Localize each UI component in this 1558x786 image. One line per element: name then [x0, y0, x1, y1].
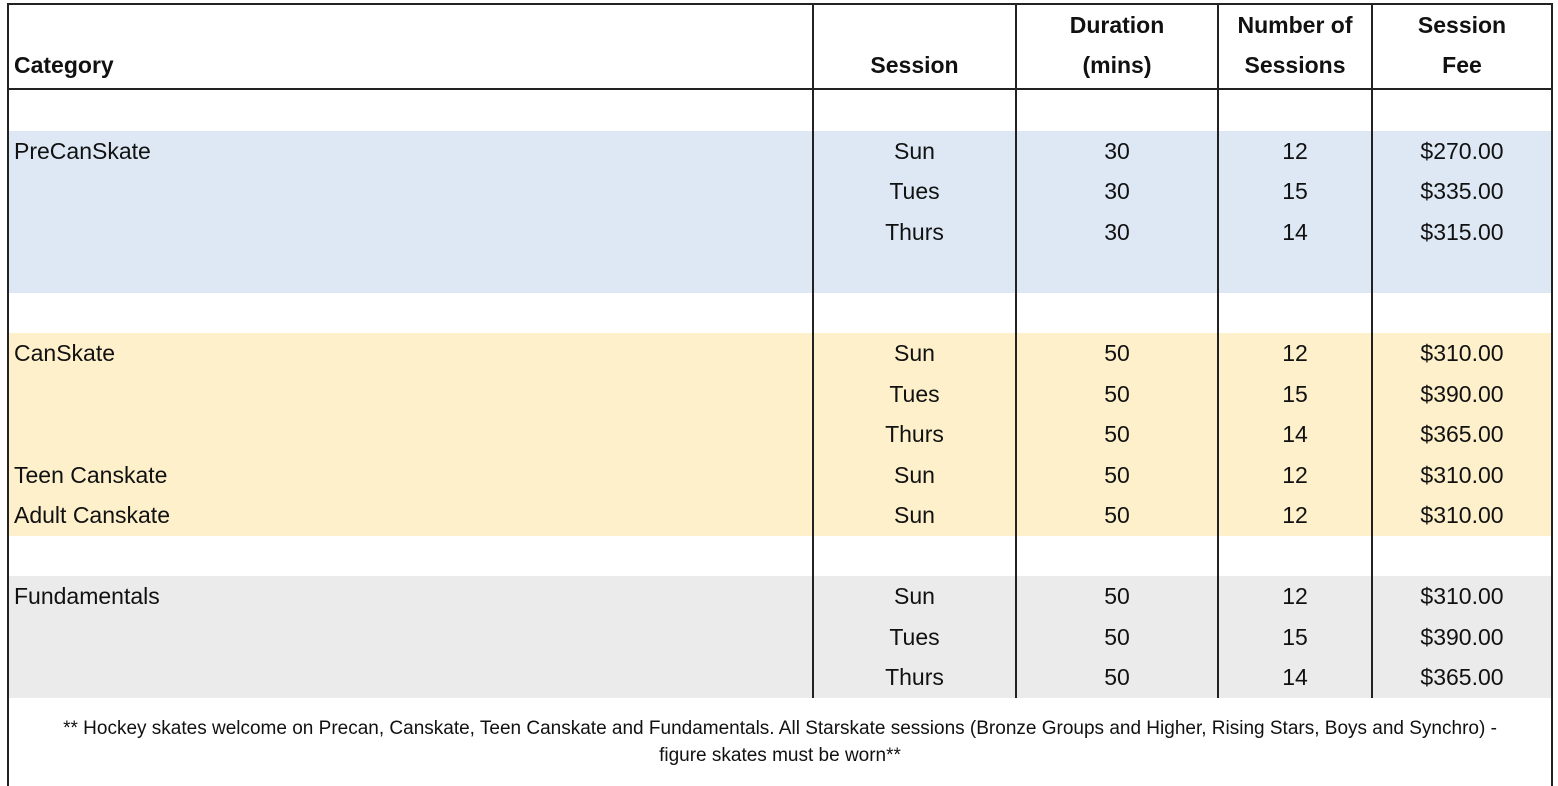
cell-category: Adult Canskate [9, 495, 813, 536]
cell-session: Tues [813, 617, 1016, 658]
cell-category [9, 374, 813, 415]
table-row [9, 374, 1551, 415]
cell-session: Thurs [813, 657, 1016, 698]
footnote-row [9, 698, 1551, 786]
cell-sessions: 14 [1218, 414, 1372, 455]
cell-fee: $365.00 [1372, 414, 1551, 455]
table-row [9, 576, 1551, 617]
cell-category [9, 657, 813, 698]
header-session-fee [1372, 5, 1551, 89]
cell-category: CanSkate [9, 333, 813, 374]
cell-session: Sun [813, 495, 1016, 536]
cell-fee: $365.00 [1372, 657, 1551, 698]
table-row [9, 455, 1551, 496]
cell-category: Fundamentals [9, 576, 813, 617]
cell-duration: 50 [1016, 333, 1218, 374]
cell-duration: 30 [1016, 171, 1218, 212]
table-row [9, 414, 1551, 455]
cell-duration: 30 [1016, 131, 1218, 172]
cell-session: Sun [813, 576, 1016, 617]
cell-duration: 30 [1016, 212, 1218, 253]
footnote-line1: ** Hockey skates welcome on Precan, Canskate, Teen Canskate and Fundamentals. All Starskate sessions (Bronze Groups and Higher, Rising Stars, Boys and Synchro) - [63, 717, 1497, 739]
cell-fee: $310.00 [1372, 333, 1551, 374]
cell-category: Teen Canskate [9, 455, 813, 496]
spacer-row [9, 536, 1551, 577]
header-session: Session [813, 5, 1016, 89]
spacer-row [9, 89, 1551, 131]
table-row [9, 617, 1551, 658]
header-duration [1016, 5, 1218, 89]
cell-sessions: 15 [1218, 617, 1372, 658]
table-row [9, 333, 1551, 374]
cell-category [9, 617, 813, 658]
header-duration-line1: Duration [1069, 12, 1165, 38]
cell-fee: $390.00 [1372, 374, 1551, 415]
header-fee-line2: Fee [1442, 52, 1482, 78]
cell-sessions: 12 [1218, 131, 1372, 172]
header-row [9, 5, 1551, 89]
header-number-line2: Sessions [1244, 52, 1346, 78]
cell-fee: $390.00 [1372, 617, 1551, 658]
cell-fee: $310.00 [1372, 576, 1551, 617]
cell-duration: 50 [1016, 374, 1218, 415]
table-row [9, 657, 1551, 698]
cell-duration: 50 [1016, 617, 1218, 658]
cell-fee: $310.00 [1372, 495, 1551, 536]
cell-sessions: 12 [1218, 495, 1372, 536]
fee-schedule-sheet [7, 3, 1553, 786]
header-number-line1: Number of [1237, 12, 1353, 38]
table-row [9, 171, 1551, 212]
cell-sessions: 15 [1218, 171, 1372, 212]
spacer-row [9, 293, 1551, 334]
cell-session: Sun [813, 333, 1016, 374]
table-row [9, 212, 1551, 253]
cell-duration: 50 [1016, 414, 1218, 455]
cell-category [9, 414, 813, 455]
table-row [9, 495, 1551, 536]
cell-session: Sun [813, 455, 1016, 496]
table-row [9, 131, 1551, 172]
header-number-of-sessions [1218, 5, 1372, 89]
cell-sessions: 14 [1218, 657, 1372, 698]
cell-fee: $270.00 [1372, 131, 1551, 172]
cell-session: Thurs [813, 212, 1016, 253]
cell-fee: $335.00 [1372, 171, 1551, 212]
cell-session: Sun [813, 131, 1016, 172]
cell-sessions: 12 [1218, 576, 1372, 617]
header-category: Category [9, 5, 813, 89]
cell-category [9, 212, 813, 253]
fee-schedule-table [9, 5, 1551, 786]
cell-duration: 50 [1016, 495, 1218, 536]
cell-category: PreCanSkate [9, 131, 813, 172]
cell-session: Thurs [813, 414, 1016, 455]
cell-sessions: 12 [1218, 333, 1372, 374]
cell-session: Tues [813, 374, 1016, 415]
cell-category [9, 171, 813, 212]
header-duration-line2: (mins) [1082, 52, 1152, 78]
band-padding-row [9, 252, 1551, 293]
cell-sessions: 12 [1218, 455, 1372, 496]
cell-session: Tues [813, 171, 1016, 212]
cell-sessions: 14 [1218, 212, 1372, 253]
cell-fee: $310.00 [1372, 455, 1551, 496]
footnote-line2: figure skates must be worn** [659, 744, 901, 766]
cell-duration: 50 [1016, 455, 1218, 496]
footnote [9, 698, 1551, 786]
cell-duration: 50 [1016, 576, 1218, 617]
cell-fee: $315.00 [1372, 212, 1551, 253]
cell-sessions: 15 [1218, 374, 1372, 415]
cell-duration: 50 [1016, 657, 1218, 698]
header-fee-line1: Session [1417, 12, 1507, 38]
